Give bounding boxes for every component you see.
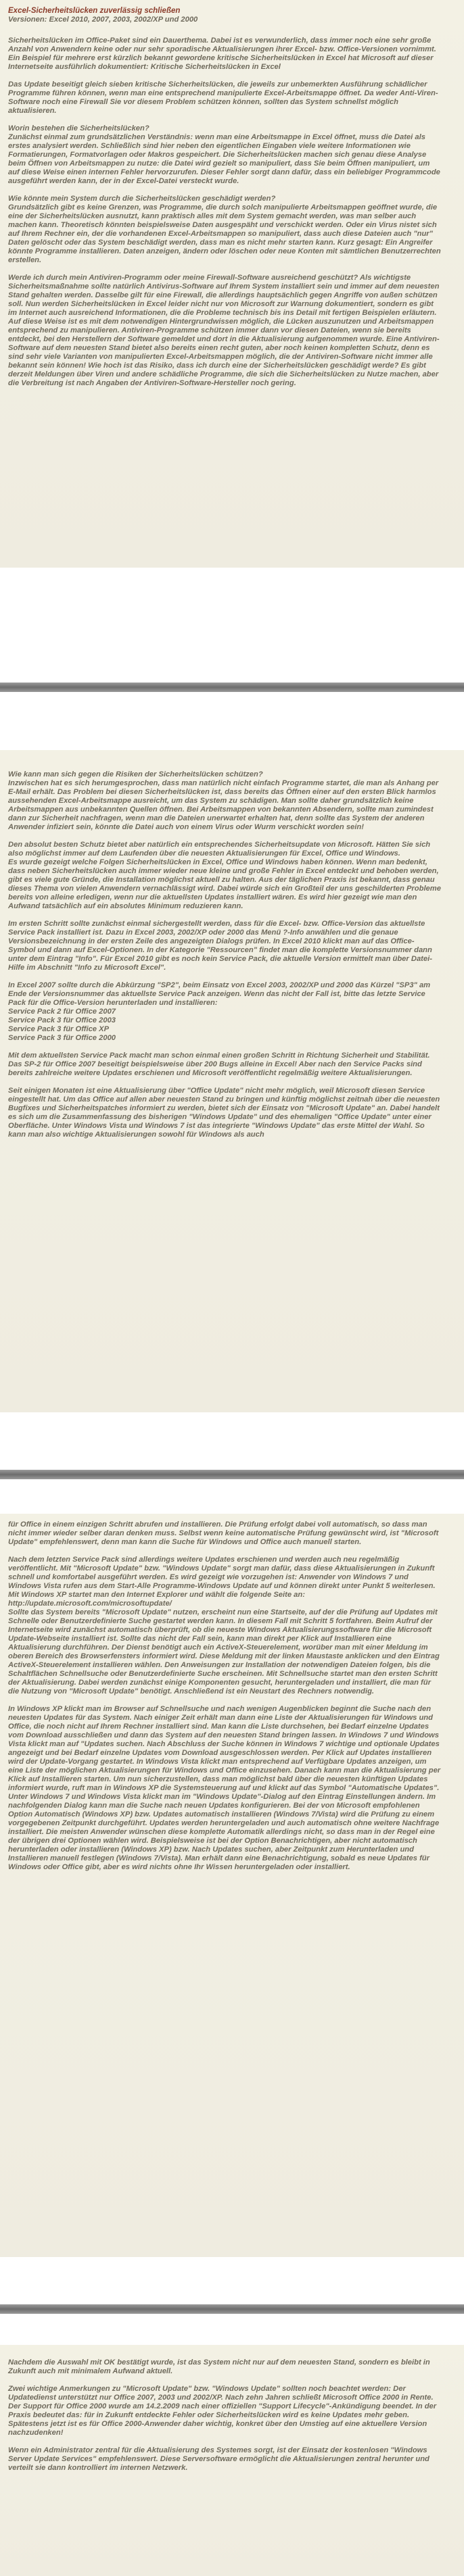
page-title: Excel-Sicherheitslücken zuverlässig schließen	[8, 7, 181, 15]
paragraph: Den absolut besten Schutz bietet aber natürlich ein entsprechendes Sicherheitsupdate von Microsoft. Hätten Sie sich also möglichst immer auf dem Laufenden über die neuesten Aktualisierungen für Excel, Office und Windows. Es wurde gezeigt welche Folgen Sicherheitslücken in Excel, Office und Windows haben können. Wenn man bedenkt, dass neben Sicherheitslücken auch immer wieder neue kleine und große Fehler in Excel entdeckt und behoben werden, gibt es viele gute Gründe, die Installation möglichst aktuell zu halten. Aus der täglichen Praxis ist bekannt, dass genau dieses Thema von vielen Anwendern vernachlässigt wird. Dabei würde sich ein Großteil der uns geschilderten Probleme bereits von alleine erledigen, wenn nur die aktuellsten Updates installiert wären. Es wird hier gezeigt wie man den Aufwand tatsächlich auf ein absolutes Minimum reduzieren kann.	[8, 841, 441, 910]
paragraph: für Office in einem einzigen Schritt abrufen und installieren. Die Prüfung erfolgt dabei voll automatisch, so dass man nicht immer wieder selber daran denken muss. Selbst wenn keine automatische Prüfung gewünscht wird, ist "Microsoft Update" empfehlenswert, denn man kann die Suche für Windows und Office auch manuell starten.	[8, 1520, 439, 1546]
paragraph: Mit dem aktuellsten Service Pack macht man schon einmal einen großen Schritt in Richtung Sicherheit und Stabilität. Das SP-2 für Office 2007 beseitigt beispielsweise über 200 Bugs alleine in Excel! Aber nach den Service Packs sind bereits zahlreiche weitere Updates erschienen und Microsoft veröffentlicht regelmäßig weitere Aktualisierungen.	[8, 1051, 430, 1077]
page-separator	[0, 1470, 464, 1479]
paragraph: Seit einigen Monaten ist eine Aktualisierung über "Office Update" nicht mehr möglich, weil Microsoft diesen Service eingestellt hat. Um das Office auf allen aber neuesten Stand zu bringen und künftig möglichst zeitnah über die neuesten Bugfixes und Sicherheitspatches informiert zu werden, bietet sich der Einsatz von "Microsoft Update" an. Dabei handelt es sich um die Zusammenfassung des bisherigen "Windows Update" und des ehemaligen "Office Update" unter einer Oberfläche. Unter Windows Vista und Windows 7 ist das integrierte "Windows Update" das erste Mittel der Wahl. So kann man also wichtige Aktualisierungen sowohl für Windows als auch	[8, 1087, 440, 1139]
paragraph: Worin bestehen die Sicherheitslücken? Zunächst einmal zum grundsätzlichen Verständnis: wenn man eine Arbeitsmappe in Excel öffnet, muss die Datei als erstes analysiert werden. Schließlich sind hier neben den eigentlichen Eingaben viele weitere Informationen wie Formatierungen, Formatvorlagen oder Makros gespeichert. Die Sicherheitslücken machen sich genau diese Analyse beim Öffnen von Arbeitsmappen zu nutze: die Datei wird gezielt so manipuliert, dass Sie beim Öffnen manipuliert, um auf diese Weise einen internen Fehler hervorzurufen. Dieser Fehler sorgt dann dafür, dass ein beliebiger Programmcode ausgeführt werden kann, der in der Excel-Datei versteckt wurde.	[8, 124, 440, 185]
document-content-3	[8, 1520, 441, 1881]
paragraph: Werde ich durch mein Antiviren-Programm oder meine Firewall-Software ausreichend geschützt? Als wichtigste Sicherheitsmaßnahme sollte natürlich Antivirus-Software auf Ihrem System installiert sein und immer auf dem neuesten Stand gehalten werden. Dasselbe gilt für eine Firewall, die allerdings hauptsächlich gegen Angriffe von außen schützen soll. Nun werden Sicherheitslücken in Excel leider nicht nur von Microsoft zur Warnung dokumentiert, sondern es gibt im Internet auch ausreichend Informationen, die die Probleme technisch bis ins Detail mit fertigen Beispielen erläutern. Auf diese Weise ist es mit dem notwendigen Hintergrundwissen möglich, die Lücken auszunutzen und Arbeitsmappen entsprechend zu manipulieren. Antiviren-Programme schützen immer dann vor diesen Dateien, wenn sie bereits entdeckt, bei den Herstellern der Software gemeldet und dort in die Aktualisierung aufgenommen wurde. Eine Antiviren-Software auf dem neuesten Stand bietet also bereits einen recht guten, aber noch keinen kompletten Schutz, denn es sind sehr viele Varianten von manipulierten Excel-Arbeitsmappen möglich, die der Antiviren-Software nicht immer alle bekannt sein können! Wie hoch ist das Risiko, dass ich durch eine der Sicherheitslücken geschädigt werde? Es gibt derzeit Meldungen über Viren und andere schädliche Programme, die sich die Sicherheitslücken zu Nutze machen, aber die Verbreitung ist nach Angaben der Antiviren-Software-Hersteller noch gering.	[8, 274, 440, 387]
page-1	[0, 0, 464, 568]
document-content-1	[8, 7, 441, 397]
paragraph: In Windows XP klickt man im Browser auf Schnellsuche und nach wenigen Augenblicken beginnt die Suche nach den neuesten Updates für das System. Nach einiger Zeit erhält man dann eine Liste der Aktualisierungen für Windows und Office, die noch nicht auf Ihrem Rechner installiert sind. Man kann die Liste durchsehen, bei Bedarf einzelne Updates vom Download ausschließen und dann das System auf den neuesten Stand bringen lassen. In Windows 7 und Windows Vista klickt man auf "Updates suchen. Nach Abschluss der Suche können in Windows 7 wichtige und optionale Updates angezeigt und bei Bedarf einzelne Updates vom Download ausgeschlossen werden. Per Klick auf Updates installieren wird der Update-Vorgang gestartet. In Windows Vista klickt man entsprechend auf Verfügbare Updates anzeigen, um eine Liste der möglichen Aktualisierungen für Windows und Office einzusehen. Danach kann man die Aktualisierung per Klick auf Installieren starten. Um nun sicherzustellen, dass man möglichst bald über die neuesten künftigen Updates informiert wurde, ruft man in Windows XP die Systemsteuerung auf und klickt auf das Symbol "Automatische Updates". Unter Windows 7 und Windows Vista klickt man im "Windows Update"-Dialog auf den Eintrag Einstellungen ändern. Im nachfolgenden Dialog kann man die Suche nach neuen Updates konfigurieren. Bei der von Microsoft empfohlenen Option Automatisch (Windows XP) bzw. Updates automatisch installieren (Windows 7/Vista) wird die Prüfung zu einem vorgegebenen Zeitpunkt durchgeführt. Updates werden heruntergeladen und auch automatisch ohne weitere Nachfrage installiert. Die meisten Anwender wünschen diese komplette Automatik allerdings nicht, so dass man in der Regel eine der übrigen drei Optionen wählen wird. Beispielsweise ist bei der Option Benachrichtigen, aber nicht automatisch herunterladen oder installieren (Windows XP) bzw. Nach Updates suchen, aber Zeitpunkt zum Herunterladen und Installieren manuell festlegen (Windows 7/Vista). Man erhält dann eine Benachrichtigung, sobald es neue Updates für Windows oder Office gibt, aber es wird nichts ohne Ihr Wissen heruntergeladen oder installiert.	[8, 1705, 441, 1871]
document-content-4	[8, 2358, 441, 2481]
paragraph: Wie kann man sich gegen die Risiken der Sicherheitslücken schützen? Inzwischen hat es sich herumgesprochen, dass man natürlich nicht einfach Programme startet, die man als Anhang per E-Mail erhält. Das Problem bei diesen Sicherheitslücken ist, dass bereits das Öffnen einer auf den ersten Blick harmlos aussehenden Excel-Arbeitsmappe ausreicht, um das System zu schädigen. Man sollte daher grundsätzlich keine Arbeitsmappen aus unbekannten Quellen öffnen. Bei Arbeitsmappen von bekannten Absendern, sollte man zumindest dann zur Sicherheit nachfragen, wenn man die Dateien unerwartet erhalten hat, denn sollte das System der anderen Anwender infiziert sein, könnte die Datei auch von einem Virus oder Wurm verschickt worden sein!	[8, 770, 439, 831]
paragraph: Zwei wichtige Anmerkungen zu "Microsoft Update" bzw. "Windows Update" sollten noch beachtet werden: Der Updatedienst unterstützt nur Office 2007, 2003 und 2002/XP. Nach zehn Jahren schließt Microsoft Office 2000 in Rente. Der Support für Office 2000 wurde am 14.2.2009 nach einer offiziellen "Support Lifecycle"-Ankündigung beendet. In der Praxis bedeutet das: für in Zukunft entdeckte Fehler oder Sicherheitslücken wird es keine Updates mehr geben. Spätestens jetzt ist es für Office 2000-Anwender daher wichtig, konkret über den Umstieg auf eine aktuellere Version nachzudenken!	[8, 2385, 437, 2437]
page-3	[0, 1514, 464, 2257]
paragraph: Das Update beseitigt gleich sieben kritische Sicherheitslücken, die jeweils zur unbemerkten Ausführung schädlicher Programme führen können, wenn man eine entsprechend manipulierte Excel-Arbeitsmappe öffnet. Da weder Anti-Viren-Software noch eine Firewall Sie vor diesem Problem schützen können, sollten das System schnellst möglich aktualisieren.	[8, 80, 438, 115]
page-4	[0, 2345, 464, 2576]
page-2	[0, 750, 464, 1412]
paragraph: Nachdem die Auswahl mit OK bestätigt wurde, ist das System nicht nur auf dem neuesten Stand, sondern es bleibt in Zukunft auch mit minimalem Aufwand aktuell.	[8, 2358, 430, 2375]
page-separator	[0, 683, 464, 692]
document-content-2	[8, 770, 441, 1148]
paragraph: Nach dem letzten Service Pack sind allerdings weitere Updates erschienen und werden auch neu regelmäßig veröffentlicht. Mit "Microsoft Update" bzw. "Windows Update" sorgt man dafür, dass diese Aktualisierungen in Zukunft schnell und komfortabel ausgeführt werden. Es wird gezeigt wie vorzugehen ist: Anwender von Windows 7 und Windows Vista rufen aus dem Start-Alle Programme-Windows Update auf und können direkt unter Punkt 5 weiterlesen. Mit Windows XP startet man den Internet Explorer und wählt die folgende Seite an: http://update.microsoft.com/microsoftupdate/ Sollte das System bereits "Microsoft Update" nutzen, erscheint nun eine Startseite, auf der die Prüfung auf Updates mit Schnelle oder Benutzerdefinierte Suche gestartet werden kann. In diesem Fall mit Schritt 5 fortfahren. Beim Aufruf der Internetseite wird zunächst automatisch überprüft, ob die neueste Windows Aktualisierungssoftware für die Microsoft Update-Webseite installiert ist. Sollte das nicht der Fall sein, kann man direkt per Klick auf Installieren eine Aktualisierung durchführen. Der Dienst benötigt auch ein ActiveX-Steuerelement, worüber man mit einer Meldung im oberen Bereich des Browserfensters informiert wird. Diese Meldung mit der linken Maustaste anklicken und den Eintrag ActiveX-Steuerelement installieren wählen. Den Anweisungen zur Installation der notwendigen Dateien folgen, bis die Schaltflächen Schnellsuche oder Benutzerdefinierte Suche erscheinen. Mit Schnellsuche startet man den ersten Schritt der Aktualisierung. Dabei werden zunächst einige Komponenten gesucht, heruntergeladen und installiert, die man für die Nutzung von "Microsoft Update" benötigt. Anschließend ist ein Neustart des Rechners notwendig.	[8, 1556, 440, 1695]
paragraph: In Excel 2007 sollte durch die Abkürzung "SP2", beim Einsatz von Excel 2003, 2002/XP und 2000 das Kürzel "SP3" am Ende der Versionsnummer das aktuellste Service Pack anzeigen. Wenn das nicht der Fall ist, bitte das letzte Service Pack für die Office-Version herunterladen und installieren: Service Pack 2 für Office 2007 Service Pack 3 für Office 2003 Service Pack 3 für Office XP Service Pack 3 für Office 2000	[8, 981, 431, 1042]
page-separator	[0, 2304, 464, 2314]
page-subtitle: Versionen: Excel 2010, 2007, 2003, 2002/XP und 2000	[8, 16, 198, 24]
paragraph: Wenn ein Administrator zentral für die Aktualisierung des Systemes sorgt, ist der Einsatz der kostenlosen "Windows Server Update Services" empfehlenswert. Diese Serversoftware ermöglicht die Aktualisierungen zentral herunter und verteilt sie dann kontrolliert im internen Netzwerk.	[8, 2446, 430, 2472]
paragraph: Wie könnte mein System durch die Sicherheitslücken geschädigt werden? Grundsätzlich gibt es keine Grenzen, was Programme, die durch solch manipulierte Arbeitsmappen geöffnet wurde, die eine der Sicherheitslücken ausnutzt, kann praktisch alles mit dem System gemacht werden, was man selber auch machen kann. Theoretisch könnten beispielsweise Daten ausgespäht und verschickt werden. Oder ein Virus nistet sich auf Ihrem Rechner ein, der die vorhandenen Excel-Arbeitsmappen so manipuliert, dass auch diese Dateien auch "nur" Daten gelöscht oder das System beschädigt werden, dass man es nicht mehr starten kann. Kurz gesagt: Ein Angreifer könnte Programme installieren. Daten anzeigen, ändern oder löschen oder neue Konten mit sämtlichen Benutzerrechten erstellen.	[8, 195, 441, 264]
paragraph: Sicherheitslücken im Office-Paket sind ein Dauerthema. Dabei ist es verwunderlich, dass immer noch eine sehr große Anzahl von Anwendern keine oder nur sehr sporadische Aktualisierungen ihrer Excel- bzw. Office-Versionen vornimmt. Ein Beispiel für mehrere erst kürzlich bekannt gewordene kritische Sicherheitslücken in Excel hat Microsoft auf dieser Internetseite ausführlich dokumentiert: Kritische Sicherheitslücken in Excel	[8, 36, 436, 71]
paragraph: Im ersten Schritt sollte zunächst einmal sichergestellt werden, dass für die Excel- bzw. Office-Version das aktuellste Service Pack installiert ist. Dazu in Excel 2003, 2002/XP oder 2000 das Menü ?-Info anwählen und die genaue Versionsbezeichnung in der ersten Zeile des angezeigten Dialogs prüfen. In Excel 2010 klickt man auf das Office-Symbol und dann auf Excel-Optionen. In der Kategorie "Ressourcen" findet man die komplette Versionsnummer dann unter dem Eintrag "Info". Für Excel 2010 gibt es noch kein Service Pack, die aktuelle Version ermittelt man über Datei-Hilfe im Abschnitt "Info zu Microsoft Excel".	[8, 920, 432, 972]
